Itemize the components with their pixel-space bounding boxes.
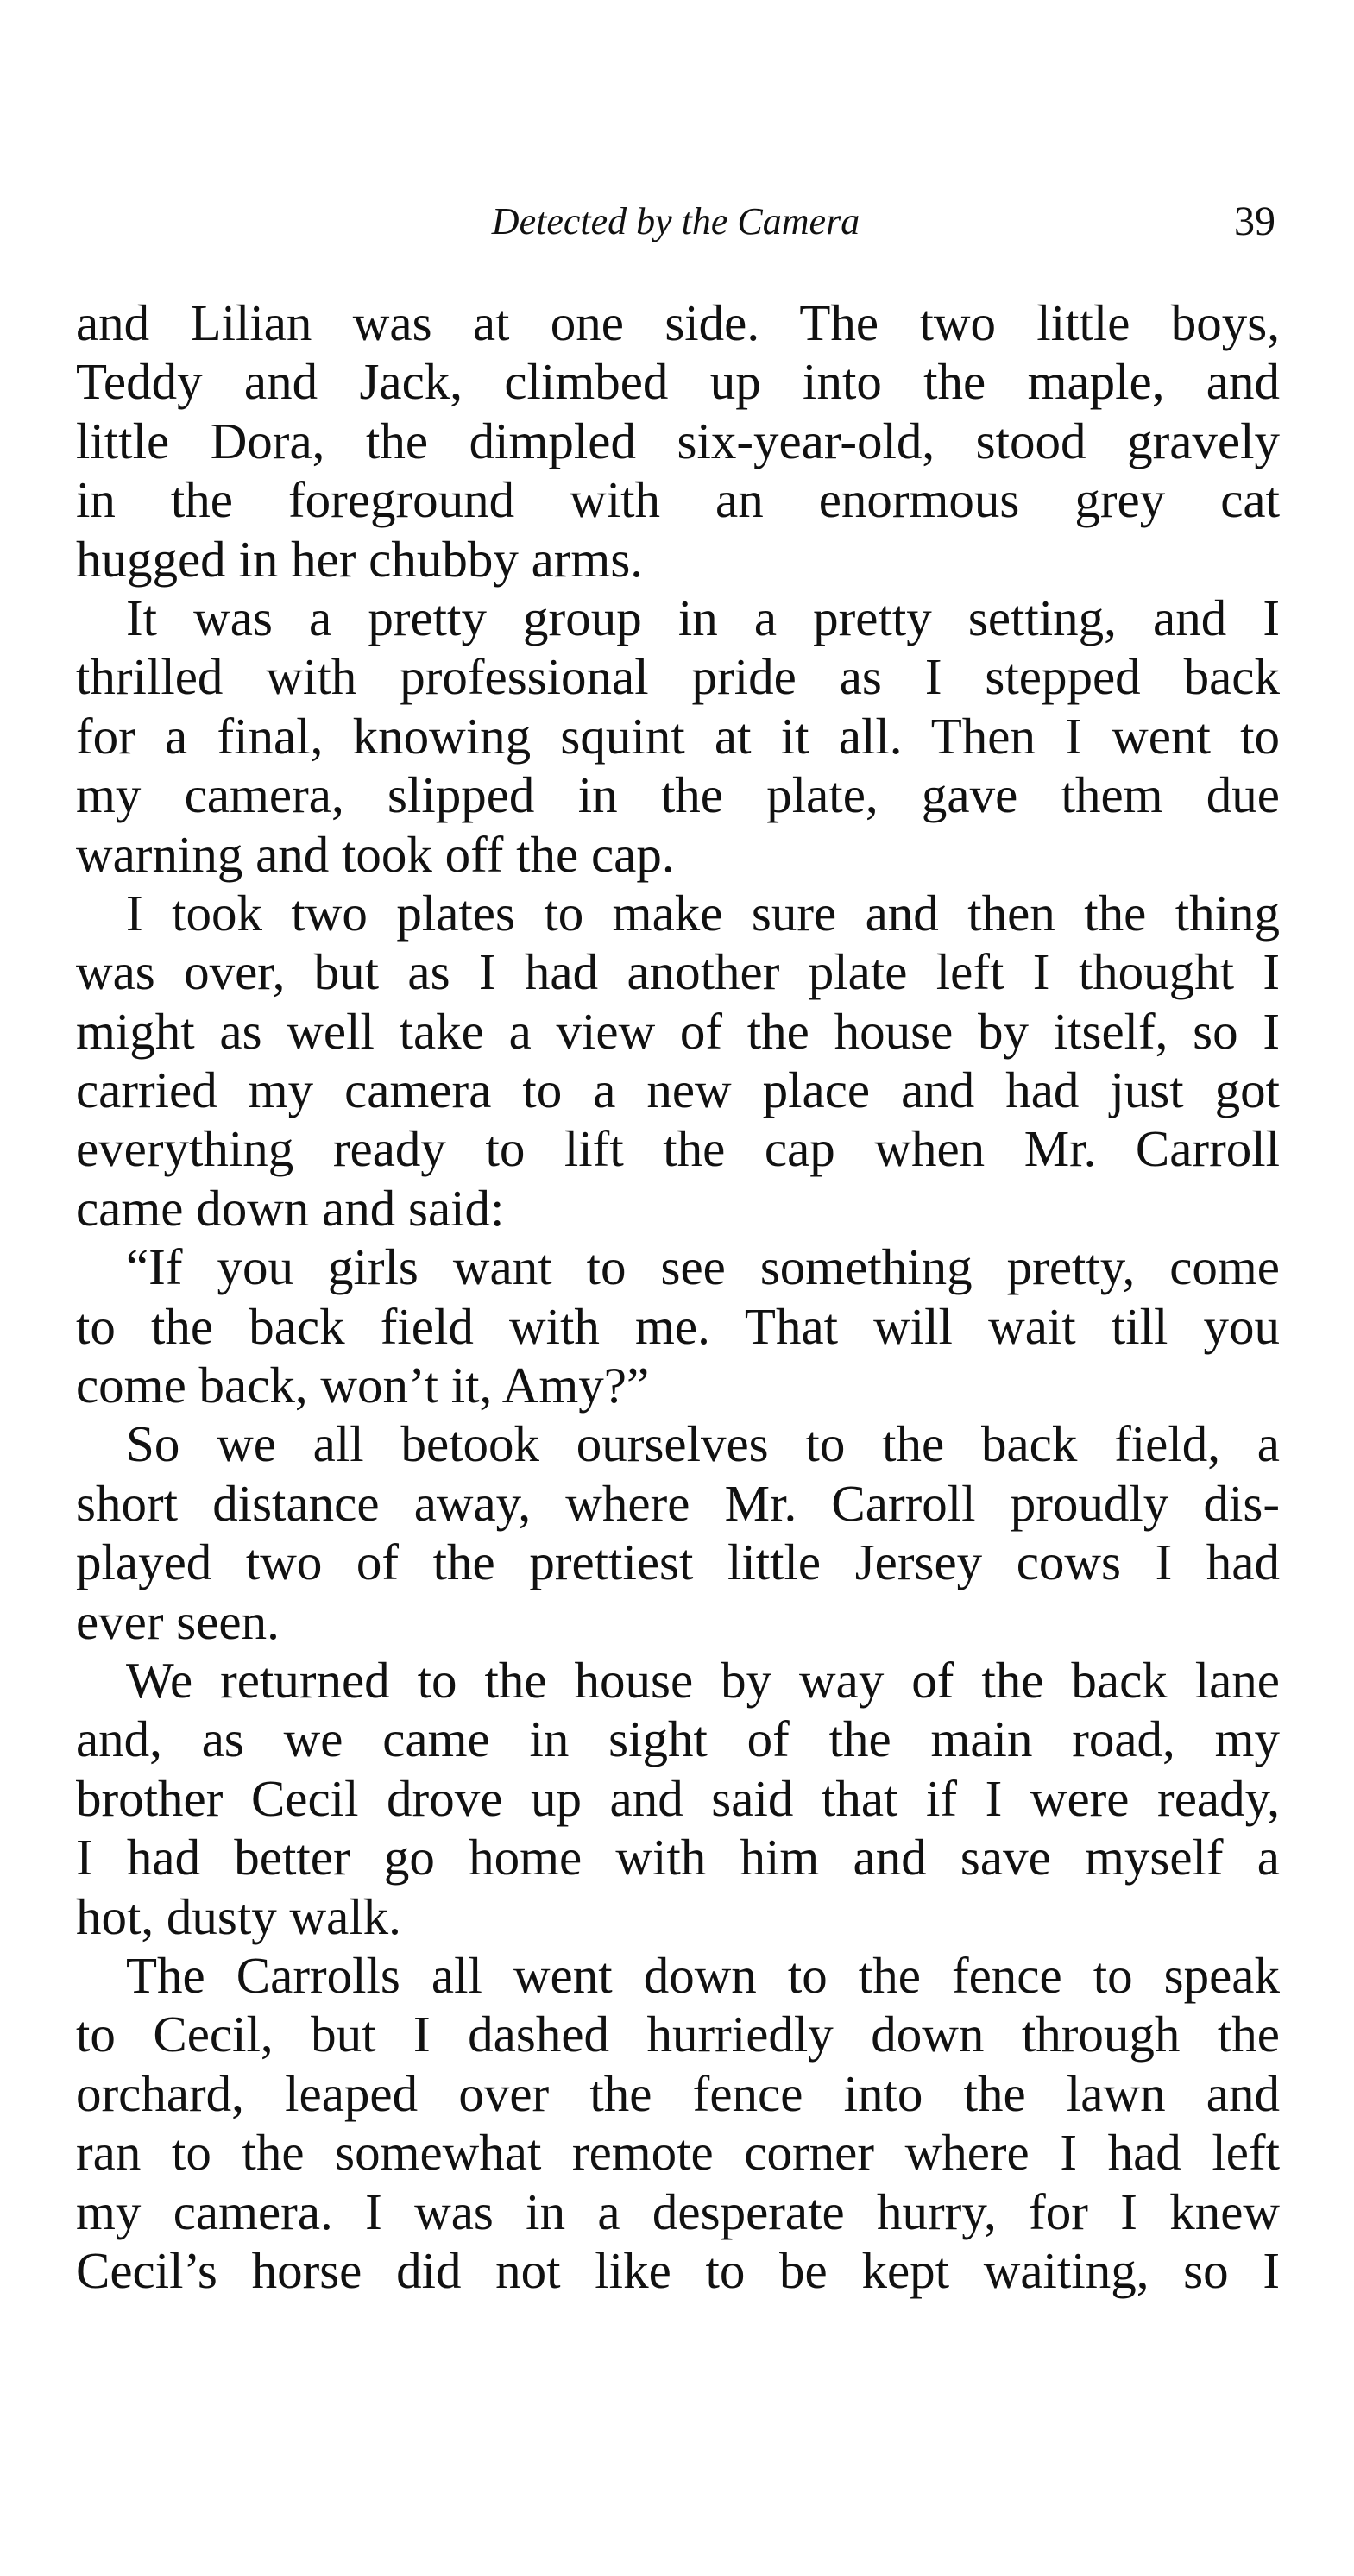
paragraph <box>76 589 1280 884</box>
text-line: We returned to the house by way of the back lane <box>126 1651 1280 1709</box>
text-line: I took two plates to make sure and then the thing <box>126 884 1280 942</box>
paragraph <box>76 884 1280 1238</box>
running-title: Detected by the Camera <box>491 200 860 242</box>
text-line: warning and took off the cap. <box>76 825 675 883</box>
body-text <box>76 293 1280 2300</box>
text-line: Teddy and Jack, climbed up into the maple, and <box>76 353 1280 411</box>
text-line: my camera. I was in a desperate hurry, for I knew <box>76 2182 1280 2240</box>
text-line: came down and said: <box>76 1179 505 1237</box>
text-line: and, as we came in sight of the main road, my <box>76 1710 1280 1768</box>
text-line: Cecil’s horse did not like to be kept waiting, so I <box>76 2241 1280 2299</box>
text-line: might as well take a view of the house by itself, so I <box>76 1002 1280 1060</box>
text-line: little Dora, the dimpled six-year-old, stood gravely <box>76 412 1280 469</box>
text-line: It was a pretty group in a pretty setting, and I <box>126 589 1280 646</box>
text-line: carried my camera to a new place and had just got <box>76 1061 1280 1119</box>
text-line: was over, but as I had another plate left I thought I <box>76 943 1280 1001</box>
page-number: 39 <box>1234 198 1275 244</box>
text-line: and Lilian was at one side. The two little boys, <box>76 294 1280 351</box>
text-line: short distance away, where Mr. Carroll proudly dis- <box>76 1474 1280 1532</box>
text-line: to Cecil, but I dashed hurriedly down through the <box>76 2006 1280 2063</box>
text-line: hot, dusty walk. <box>76 1887 401 1945</box>
paragraph <box>76 1238 1280 1414</box>
text-line: orchard, leaped over the fence into the lawn and <box>76 2064 1280 2122</box>
text-line: The Carrolls all went down to the fence to speak <box>126 1946 1280 2004</box>
text-line: brother Cecil drove up and said that if I were ready, <box>76 1769 1280 1827</box>
text-line: in the foreground with an enormous grey cat <box>76 471 1280 529</box>
text-line: I had better go home with him and save myself a <box>76 1829 1280 1886</box>
text-line: ran to the somewhat remote corner where I had left <box>76 2124 1280 2182</box>
text-line: for a final, knowing squint at it all. Then I went to <box>76 707 1280 765</box>
running-head <box>76 192 1275 252</box>
paragraph <box>76 1414 1280 1651</box>
paragraph <box>76 1946 1280 2300</box>
text-line: ever seen. <box>76 1592 280 1650</box>
text-line: hugged in her chubby arms. <box>76 530 644 588</box>
text-line: So we all betook ourselves to the back field, a <box>126 1415 1280 1473</box>
text-line: everything ready to lift the cap when Mr. Carroll <box>76 1120 1280 1178</box>
text-line: come back, won’t it, Amy?” <box>76 1357 650 1414</box>
text-line: thrilled with professional pride as I stepped back <box>76 648 1280 706</box>
text-line: “If you girls want to see something pretty, come <box>126 1238 1280 1296</box>
text-line: my camera, slipped in the plate, gave them due <box>76 766 1280 824</box>
paragraph <box>76 293 1280 589</box>
text-line: played two of the prettiest little Jersey cows I had <box>76 1534 1280 1591</box>
text-line: to the back field with me. That will wait till you <box>76 1297 1280 1355</box>
paragraph <box>76 1651 1280 1946</box>
